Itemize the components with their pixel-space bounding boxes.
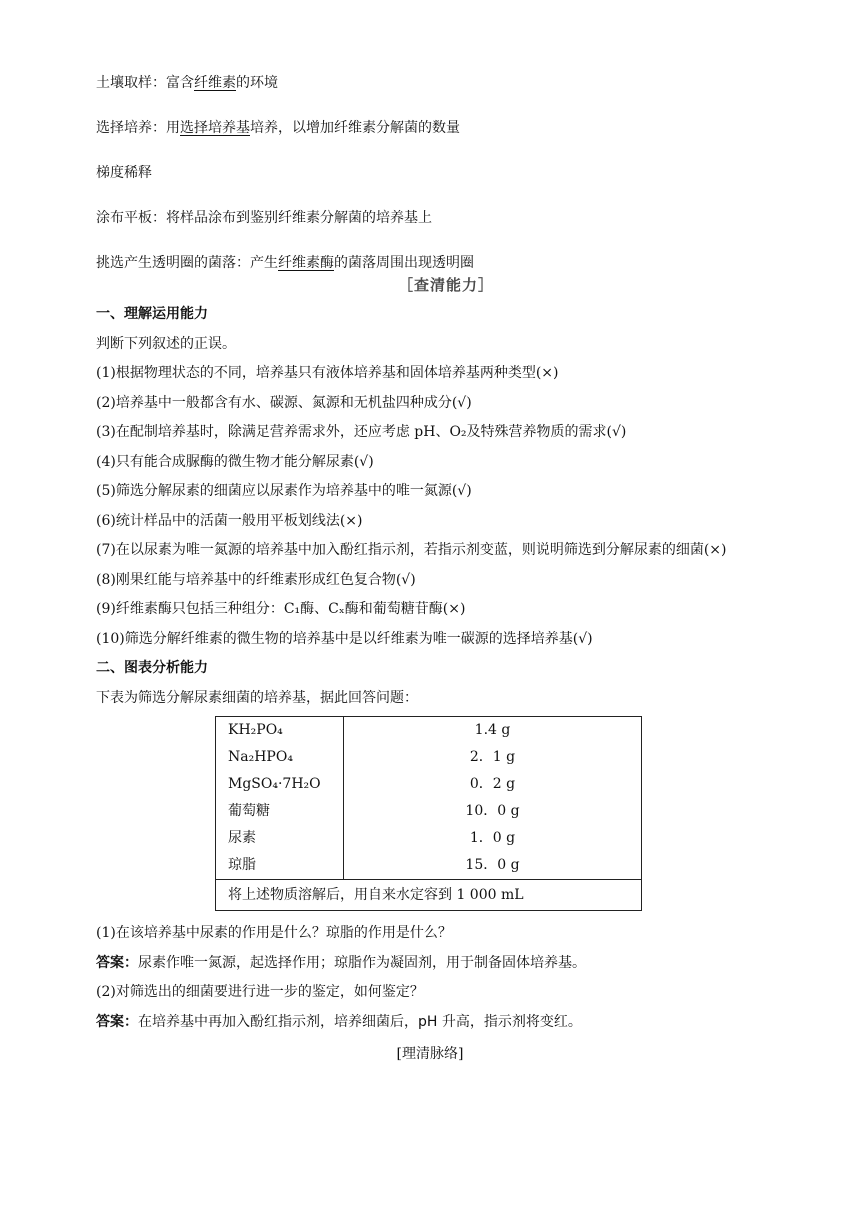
answer-label: 答案： (96, 955, 138, 971)
section2-intro: 下表为筛选分解尿素细菌的培养基，据此回答问题： (96, 690, 418, 706)
question-2: (2)对筛选出的细菌要进行进一步的鉴定，如何鉴定？ (96, 984, 424, 1000)
ingredient-name: 葡萄糖 (228, 803, 270, 819)
ingredient-name: MgSO₄·7H₂O (228, 776, 321, 792)
section-banner: ［查清能力］ (397, 276, 494, 294)
flow-label: 土壤取样： (96, 75, 166, 91)
flow-label: 梯度稀释 (96, 165, 152, 181)
ingredient-amount: 0．2 g (469, 776, 516, 792)
judgement-item: (5)筛选分解尿素的细菌应以尿素作为培养基中的唯一氮源(√) (96, 483, 472, 499)
ingredient-amount: 1．0 g (469, 830, 516, 846)
flow-step-pick-colony: 挑选产生透明圈的菌落：产生纤维素酶的菌落周围出现透明圈 (96, 255, 474, 271)
flow-label: 选择培养： (96, 120, 166, 136)
medium-table (215, 716, 642, 911)
flow-label: 涂布平板： (96, 210, 166, 226)
judgement-item: (4)只有能合成脲酶的微生物才能分解尿素(√) (96, 454, 374, 470)
flow-step-sampling: 土壤取样：富含纤维素的环境 (96, 75, 278, 91)
flow-label: 挑选产生透明圈的菌落： (96, 255, 250, 271)
flow-step-plating: 涂布平板：将样品涂布到鉴别纤维素分解菌的培养基上 (96, 210, 432, 226)
ingredient-amount: 1.4 g (474, 722, 511, 738)
section1-intro: 判断下列叙述的正误。 (96, 336, 236, 352)
flow-step-selective-culture: 选择培养：用选择培养基培养，以增加纤维素分解菌的数量 (96, 120, 460, 136)
judgement-item: (9)纤维素酶只包括三种组分：C₁酶、Cₓ酶和葡萄糖苷酶(×) (96, 601, 466, 617)
section2-title: 二、图表分析能力 (96, 660, 208, 676)
footer-heading: [理清脉络] (396, 1046, 464, 1062)
answer-label: 答案： (96, 1014, 138, 1030)
ingredient-name: 琼脂 (228, 857, 256, 873)
section1-title: 一、理解运用能力 (96, 306, 208, 322)
question-1: (1)在该培养基中尿素的作用是什么？琼脂的作用是什么？ (96, 925, 452, 941)
ingredient-amount: 10．0 g (465, 803, 520, 819)
ingredient-name: 尿素 (228, 830, 256, 846)
flow-step-dilution (96, 164, 152, 182)
answer-1: 答案：尿素作唯一氮源，起选择作用；琼脂作为凝固剂，用于制备固体培养基。 (96, 955, 586, 971)
judgement-item: (8)刚果红能与培养基中的纤维素形成红色复合物(√) (96, 572, 416, 588)
amount-column (344, 717, 642, 880)
ingredient-amount: 15．0 g (465, 857, 520, 873)
judgement-item: (7)在以尿素为唯一氮源的培养基中加入酚红指示剂，若指示剂变蓝，则说明筛选到分解尿素的细菌(×) (96, 542, 727, 558)
judgement-item: (3)在配制培养基时，除满足营养需求外，还应考虑 pH、O₂及特殊营养物质的需求(√) (96, 424, 627, 440)
ingredient-column (216, 717, 344, 880)
ingredient-name: Na₂HPO₄ (228, 749, 293, 765)
judgement-item: (10)筛选分解纤维素的微生物的培养基中是以纤维素为唯一碳源的选择培养基(√) (96, 631, 593, 647)
answer-2: 答案：在培养基中再加入酚红指示剂，培养细菌后，pH 升高，指示剂将变红。 (96, 1014, 582, 1030)
ingredient-name: KH₂PO₄ (228, 722, 283, 738)
table-footer-note: 将上述物质溶解后，用自来水定容到 1 000 mL (216, 880, 642, 911)
ingredient-amount: 2．1 g (469, 749, 516, 765)
judgement-item: (6)统计样品中的活菌一般用平板划线法(×) (96, 513, 363, 529)
judgement-item: (2)培养基中一般都含有水、碳源、氮源和无机盐四种成分(√) (96, 395, 472, 411)
judgement-item: (1)根据物理状态的不同，培养基只有液体培养基和固体培养基两种类型(×) (96, 365, 559, 381)
